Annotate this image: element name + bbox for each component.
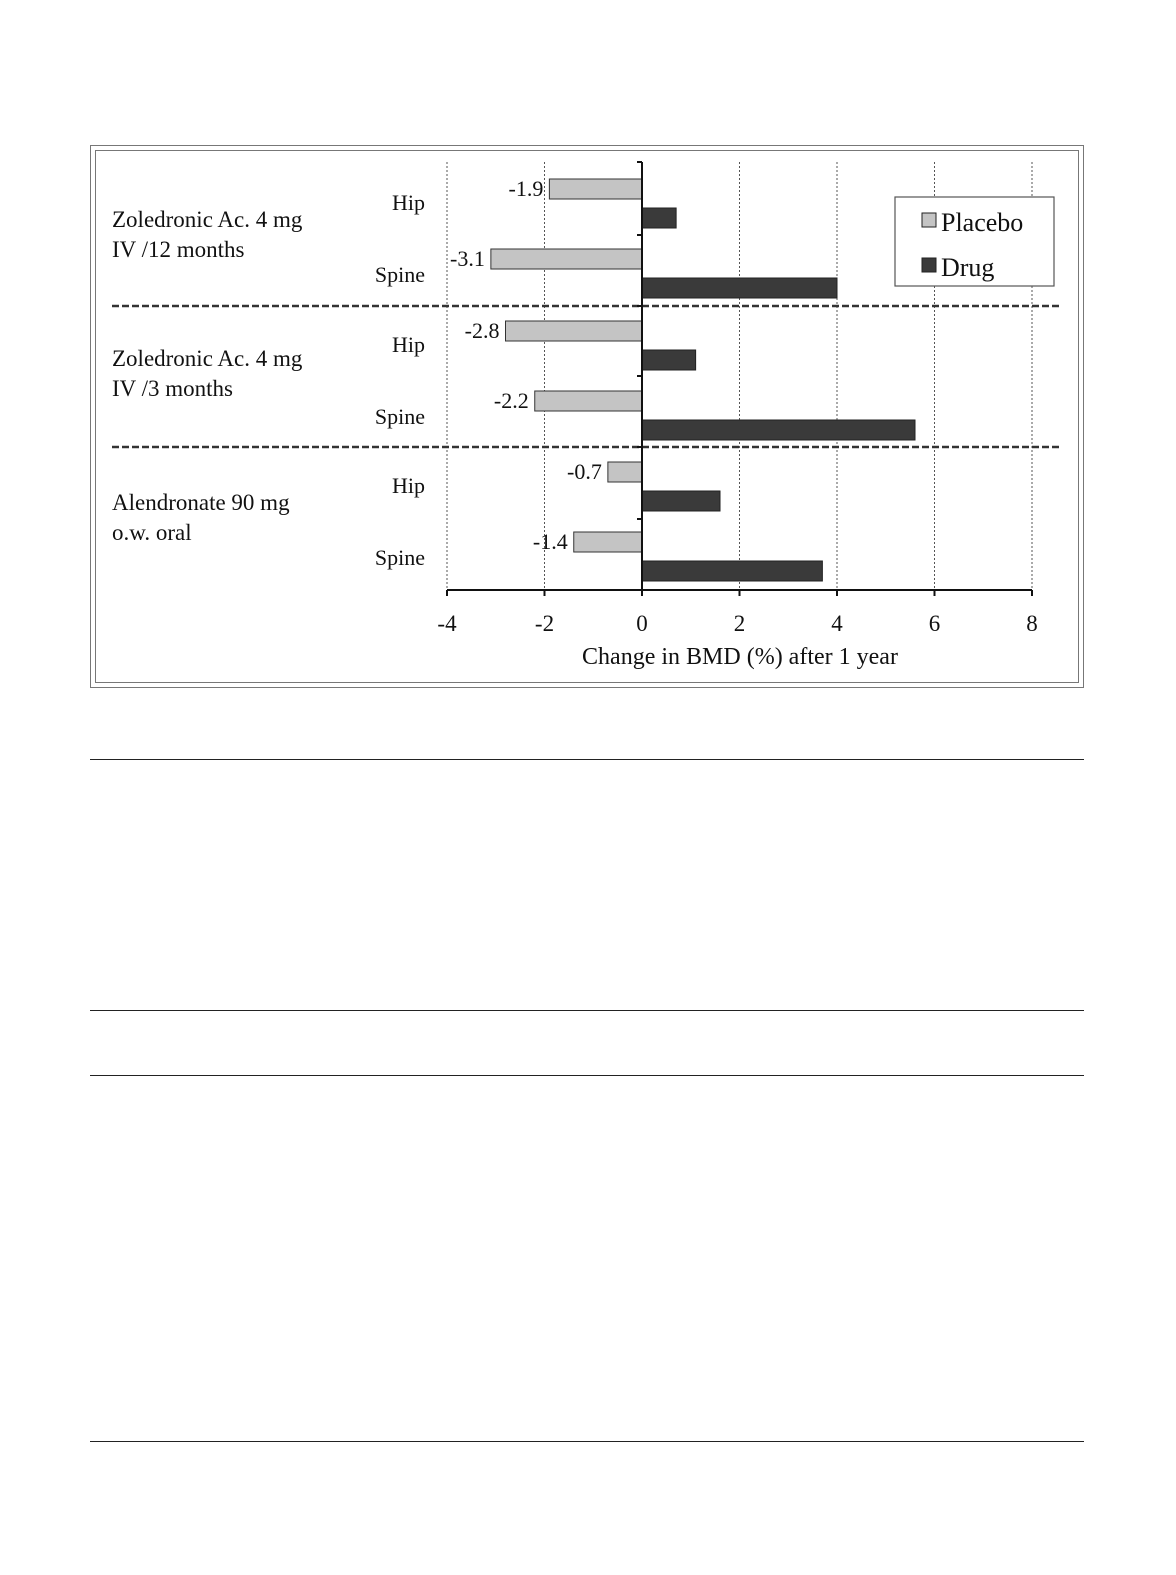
bmd-change-chart bbox=[90, 145, 1084, 688]
page-rule bbox=[90, 1075, 1084, 1076]
x-tick-label: 0 bbox=[636, 611, 648, 636]
drug-bar bbox=[642, 350, 696, 370]
placebo-bar bbox=[549, 179, 642, 199]
site-label: Spine bbox=[374, 404, 425, 429]
site-label: Spine bbox=[374, 262, 425, 287]
group-label: Alendronate 90 mg bbox=[112, 490, 290, 515]
x-tick-label: 2 bbox=[733, 611, 746, 636]
placebo-data-label: -2.2 bbox=[493, 388, 529, 413]
group-label: Zoledronic Ac. 4 mg bbox=[112, 207, 303, 232]
placebo-data-label: -3.1 bbox=[450, 246, 485, 271]
site-label: Hip bbox=[392, 190, 425, 215]
drug-bar bbox=[642, 420, 915, 440]
site-label: Hip bbox=[392, 473, 425, 498]
x-tick-label: 6 bbox=[928, 611, 941, 636]
placebo-bar bbox=[491, 249, 642, 269]
group-label: o.w. oral bbox=[112, 520, 192, 545]
legend-swatch bbox=[922, 258, 936, 272]
placebo-bar bbox=[574, 532, 642, 552]
group-label: IV /12 months bbox=[112, 237, 245, 262]
site-label: Spine bbox=[374, 545, 425, 570]
page-rule bbox=[90, 1441, 1084, 1442]
group-label: Zoledronic Ac. 4 mg bbox=[112, 346, 303, 371]
legend-label: Drug bbox=[941, 253, 995, 282]
x-tick-label: -4 bbox=[437, 611, 457, 636]
legend-label: Placebo bbox=[941, 208, 1024, 237]
drug-bar bbox=[642, 561, 822, 581]
drug-bar bbox=[642, 491, 720, 511]
placebo-data-label: -2.8 bbox=[464, 318, 500, 343]
x-tick-label: -2 bbox=[534, 611, 555, 636]
x-axis-title: Change in BMD (%) after 1 year bbox=[582, 644, 898, 670]
placebo-bar bbox=[608, 462, 642, 482]
x-tick-label: 4 bbox=[831, 611, 843, 636]
site-label: Hip bbox=[392, 332, 425, 357]
drug-bar bbox=[642, 208, 676, 228]
placebo-data-label: -0.7 bbox=[567, 459, 602, 484]
placebo-bar bbox=[506, 321, 643, 341]
legend-swatch bbox=[922, 213, 936, 227]
drug-bar bbox=[642, 278, 837, 298]
placebo-bar bbox=[535, 391, 642, 411]
figure-frame bbox=[90, 145, 1084, 688]
group-label: IV /3 months bbox=[112, 376, 233, 401]
placebo-data-label: -1.9 bbox=[508, 176, 544, 201]
page-rule bbox=[90, 759, 1084, 760]
placebo-data-label: -1.4 bbox=[532, 529, 568, 554]
x-tick-label: 8 bbox=[1026, 611, 1038, 636]
page-rule bbox=[90, 1010, 1084, 1011]
